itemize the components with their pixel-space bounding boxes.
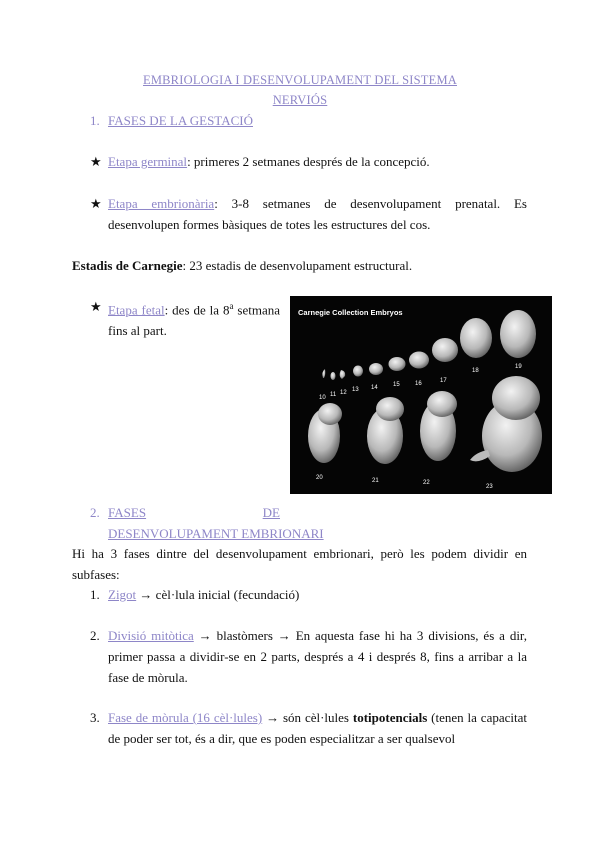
carnegie-embryos-image	[290, 296, 552, 494]
totipotencials-term: totipotencials	[352, 710, 428, 725]
carnegie-text: : 23 estadis de desenvolupament estructural.	[182, 258, 413, 273]
stage-number: 15	[393, 382, 400, 388]
fase-morula-text-b: (tenen la capacitat de poder ser tot, és a dir, que es poden especialitzar a ser qualsevol	[108, 710, 527, 746]
fase-morula-text-a: → són cèl·lules	[262, 710, 353, 725]
etapa-embrionaria-text: : 3-8 setmanes de desenvolupament prenatal. Es desenvolupen formes bàsiques de totes les estructures del cos.	[108, 196, 527, 232]
embryo-stage-17	[432, 338, 458, 362]
embryo-stage-18	[460, 318, 492, 358]
etapa-fetal-link[interactable]: Etapa fetal	[108, 302, 165, 318]
section-heading-word-1: FASES	[108, 505, 147, 520]
stage-number: 21	[372, 478, 379, 484]
section-heading-desenvolupament	[90, 502, 324, 544]
embryo-stage-15	[389, 357, 406, 371]
bullet-etapa-embrionaria	[90, 193, 527, 235]
etapa-fetal-text-a: : des de la 8	[164, 302, 230, 318]
divisio-mitotica-text: → blastòmers → En aquesta fase hi ha 3 divisions, és a dir, primer passa a dividir-se en 2 parts, després a 4 i després 8, fins a arribar a la fase de mòrula.	[108, 628, 527, 685]
figure-title: Carnegie Collection Embryos	[298, 308, 403, 317]
section-heading-word-2: DE	[262, 505, 280, 520]
section-heading-line-2: DESENVOLUPAMENT EMBRIONARI	[108, 526, 324, 541]
star-bullet-icon: ★	[90, 154, 102, 169]
zigot-link[interactable]: Zigot	[108, 587, 137, 602]
section-number: 1.	[90, 113, 100, 128]
embryo-stage-14	[369, 363, 383, 375]
embryo-stage-16	[409, 352, 429, 369]
stage-number: 16	[415, 381, 422, 387]
embryo-stage-19	[500, 310, 536, 358]
stage-number: 20	[316, 475, 323, 481]
stage-number: 11	[330, 392, 337, 398]
stage-number: 23	[486, 484, 493, 490]
etapa-fetal-text-b: setmana fins al part.	[108, 302, 280, 339]
stage-number: 19	[515, 364, 522, 370]
document-title-line-1: EMBRIOLOGIA I DESENVOLUPAMENT DEL SISTEMA	[143, 73, 457, 87]
carnegie-label: Estadis de Carnegie	[72, 258, 183, 273]
bullet-etapa-germinal	[90, 151, 527, 172]
star-bullet-icon: ★	[90, 196, 102, 211]
list-item-zigot	[90, 584, 527, 605]
list-item-divisio-mitotica	[90, 625, 527, 688]
zigot-text: → cèl·lula inicial (fecundació)	[136, 587, 300, 602]
etapa-germinal-text: : primeres 2 setmanes després de la concepció.	[187, 154, 430, 169]
carnegie-paragraph	[72, 255, 412, 276]
bullet-etapa-fetal	[90, 296, 280, 341]
list-number: 2.	[90, 628, 100, 643]
divisio-mitotica-link[interactable]: Divisió mitòtica	[108, 628, 194, 643]
stage-number: 12	[340, 390, 347, 396]
star-bullet-icon: ★	[90, 299, 102, 314]
stage-number: 17	[440, 378, 447, 384]
section-number: 2.	[90, 505, 100, 520]
etapa-fetal-superscript: a	[229, 301, 234, 311]
stage-number: 14	[371, 385, 378, 391]
stage-number: 18	[472, 368, 479, 374]
section-heading-label: FASES DE LA GESTACIÓ	[108, 113, 253, 128]
etapa-germinal-link[interactable]: Etapa germinal	[108, 154, 188, 169]
list-item-fase-morula	[90, 707, 527, 749]
section-heading-gestacio	[90, 110, 253, 131]
list-number: 1.	[90, 587, 100, 602]
embryo-stage-11	[331, 372, 336, 380]
list-number: 3.	[90, 710, 100, 725]
stage-number: 13	[352, 387, 359, 393]
stage-number: 10	[319, 395, 326, 401]
carnegie-embryos-figure	[290, 296, 552, 494]
document-title-line-2: NERVIÓS	[272, 93, 328, 107]
document-title	[100, 70, 500, 110]
etapa-embrionaria-link[interactable]: Etapa embrionària	[108, 196, 215, 211]
stage-number: 22	[423, 480, 430, 486]
embryo-stage-13	[353, 366, 363, 377]
fase-morula-link[interactable]: Fase de mòrula (16 cèl·lules)	[108, 710, 263, 725]
intro-paragraph: Hi ha 3 fases dintre del desenvolupament embrionari, però les podem dividir en subfases:	[72, 546, 527, 582]
